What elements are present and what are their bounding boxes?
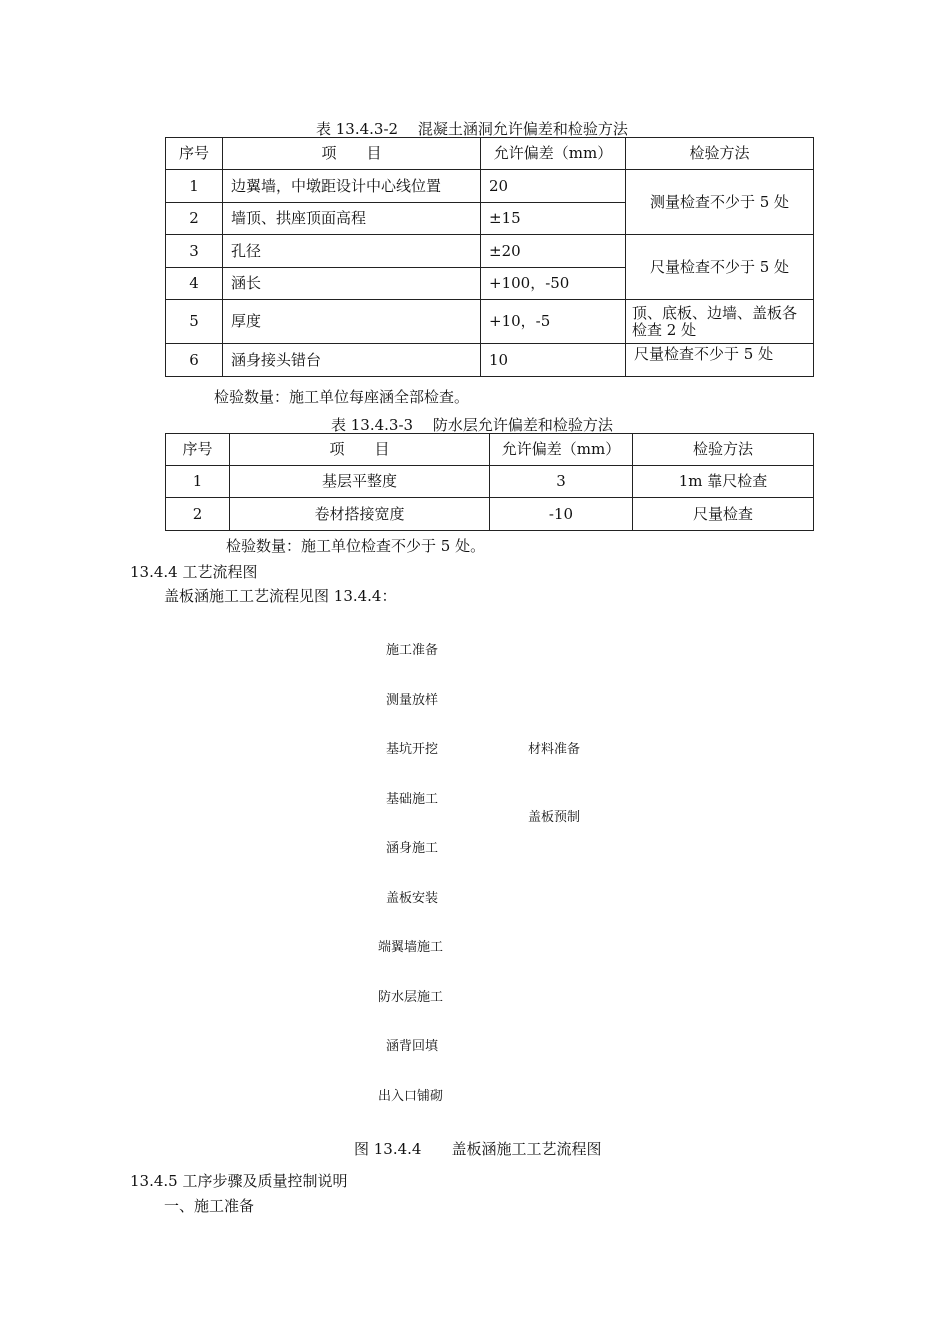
flow-step: 防水层施工 [378,990,444,1005]
cell-method: 测量检查不少于 5 处 [626,170,814,235]
cell-item: 涵长 [223,268,481,300]
table2-caption: 表 13.4.3-3 防水层允许偏差和检验方法 [331,416,613,434]
cell-no: 1 [166,170,223,203]
flow-step: 出入口铺砌 [378,1089,444,1104]
cell-no: 6 [166,344,223,377]
cell-tol: 20 [481,170,626,203]
cell-tol: ±20 [481,235,626,268]
flow-step: 涵身施工 [386,841,439,856]
flow-step: 基坑开挖 [386,742,439,757]
cell-item: 涵身接头错台 [223,344,481,377]
cell-tol: +10，-5 [481,300,626,344]
cell-method: 尺量检查不少于 5 处 [626,235,814,300]
cell-method: 尺量检查 [633,498,814,531]
cell-no: 3 [166,235,223,268]
table2-header-item: 项 目 [230,434,490,466]
flow-intro: 盖板涵施工工艺流程见图 13.4.4： [164,587,397,605]
table1-header-method: 检验方法 [626,138,814,170]
cell-no: 4 [166,268,223,300]
cell-method: 1m 靠尺检查 [633,466,814,498]
table2 [165,433,814,531]
table-row [166,498,814,531]
cell-method: 尺量检查不少于 5 处 [626,344,814,377]
cell-tol: ±15 [481,203,626,235]
flow-step: 涵背回填 [386,1039,439,1054]
flow-side-step: 材料准备 [528,742,581,757]
flow-step: 端翼墙施工 [378,940,444,955]
cell-item: 边翼墙，中墩距设计中心线位置 [223,170,481,203]
flow-step: 基础施工 [386,792,439,807]
table2-header-tol: 允许偏差（mm） [490,434,633,466]
cell-item: 厚度 [223,300,481,344]
flow-caption: 图 13.4.4 盖板涵施工工艺流程图 [354,1140,602,1158]
cell-method: 顶、底板、边墙、盖板各检查 2 处 [626,300,814,344]
flow-step: 测量放样 [386,693,439,708]
flow-step: 施工准备 [386,643,439,658]
cell-tol: 10 [481,344,626,377]
table-row [166,170,814,203]
table1-note: 检验数量：施工单位每座涵全部检查。 [214,388,470,406]
flow-step: 盖板安装 [386,891,439,906]
steps-heading: 13.4.5 工序步骤及质量控制说明 [130,1172,348,1190]
table-row [166,344,814,377]
cell-tol: -10 [490,498,633,531]
cell-no: 1 [166,466,230,498]
cell-no: 2 [166,203,223,235]
table-row [166,466,814,498]
table2-header-method: 检验方法 [633,434,814,466]
table1-caption: 表 13.4.3-2 混凝土涵洞允许偏差和检验方法 [316,120,628,138]
table-row [166,235,814,268]
table1-header-item: 项 目 [223,138,481,170]
cell-item: 卷材搭接宽度 [230,498,490,531]
flow-heading: 13.4.4 工艺流程图 [130,563,258,581]
cell-no: 5 [166,300,223,344]
steps-subheading: 一、施工准备 [164,1197,255,1215]
cell-tol: +100，-50 [481,268,626,300]
cell-item: 墙顶、拱座顶面高程 [223,203,481,235]
table1-header-no: 序号 [166,138,223,170]
table2-note: 检验数量：施工单位检查不少于 5 处。 [226,537,486,555]
cell-item: 孔径 [223,235,481,268]
table1 [165,137,814,377]
table1-header-tol: 允许偏差（mm） [481,138,626,170]
flow-side-step: 盖板预制 [528,810,581,825]
table2-header-no: 序号 [166,434,230,466]
cell-no: 2 [166,498,230,531]
cell-item: 基层平整度 [230,466,490,498]
table-row [166,300,814,344]
cell-tol: 3 [490,466,633,498]
